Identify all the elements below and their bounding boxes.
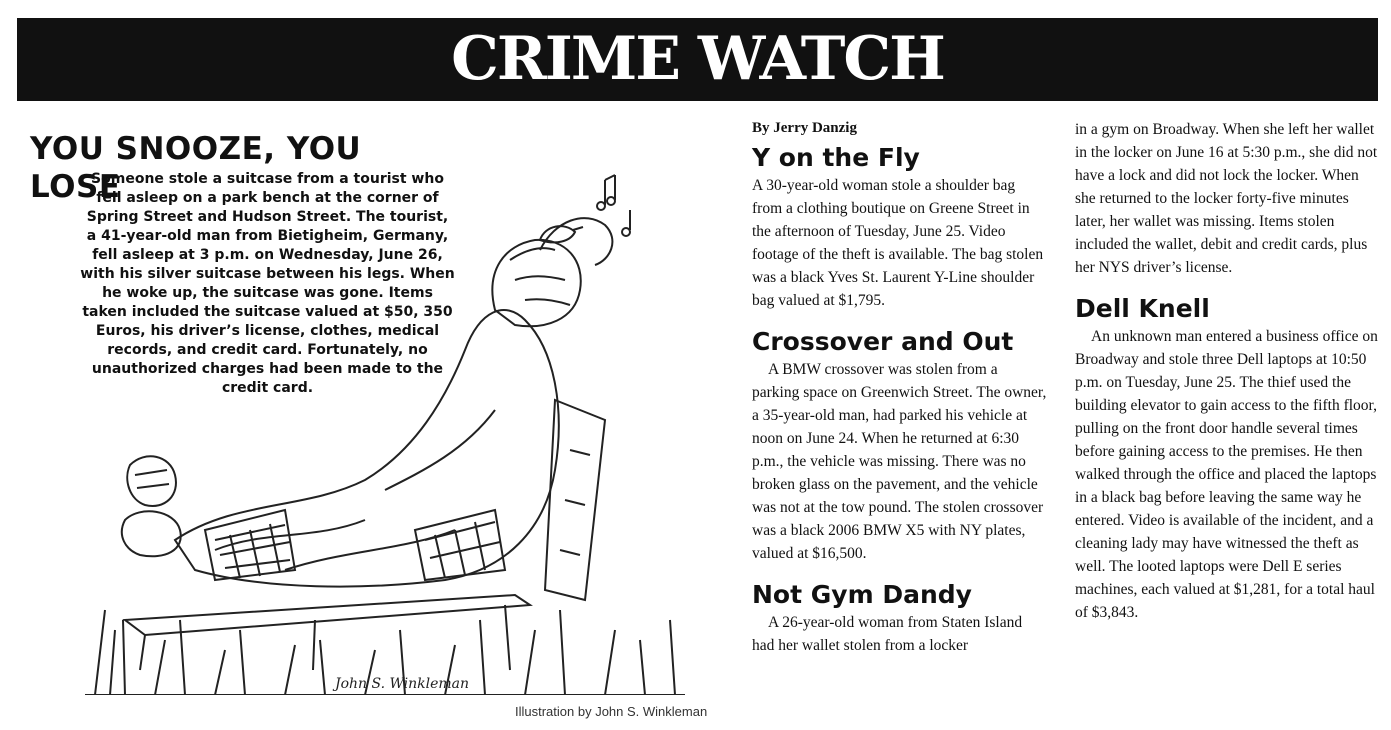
- byline: By Jerry Danzig: [752, 120, 857, 136]
- feature-headline: YOU SNOOZE, YOU LOSE: [30, 131, 362, 205]
- feature-story: [80, 170, 455, 398]
- story-headline: Y on the Fly: [752, 143, 920, 172]
- story-body: An unknown man entered a business office on Broadway and stole three Dell laptops at 10:50 p.m. on Tuesday, June 25. The thief used the building elevator to gain access to the fifth floor, pulling on the front door handle several times before gaining access to the premises. He then walked through the office and placed the laptops in a black bag before leaving the same way he entered. Video is available of the incident, and a cleaning lady may have witnessed the theft as well. The looted laptops were Dell E series machines, each valued at $1,281, for a total haul of $3,843.: [1075, 328, 1378, 621]
- story-column-left: [752, 142, 1047, 671]
- story-body: A 26-year-old woman from Staten Island had her wallet stolen from a locker: [752, 614, 1023, 654]
- story-column-right: [1075, 118, 1380, 638]
- story-body: A 30-year-old woman stole a shoulder bag from a clothing boutique on Greene Street in the afternoon of Tuesday, June 25. Video footage of the theft is available. The bag stolen was a black Yves St. Laurent Y-Line shoulder bag valued at $1,795.: [752, 177, 1044, 309]
- story-headline: Crossover and Out: [752, 327, 1014, 356]
- illustration-signature: John S. Winkleman: [335, 676, 470, 692]
- feature-body-text: Someone stole a suitcase from a tourist who fell asleep on a park bench at the corner of Spring Street and Hudson Street. The tourist, a 41-year-old man from Bietigheim, Germany, fell asleep at 3 p.m. on Wednesday, June 26, with his silver suitcase between his legs. When he woke up, the suitcase was gone. Items taken included the suitcase valued at $50, 350 Euros, his driver’s license, clothes, medical records, and credit card. Fortunately, no unauthorized charges had been made to the credit card.: [80, 171, 455, 396]
- illustration-credit: Illustration by John S. Winkleman: [515, 704, 708, 719]
- story-headline: Not Gym Dandy: [752, 580, 972, 609]
- story-body: A BMW crossover was stolen from a parking space on Greenwich Street. The owner, a 35-year-old man, had parked his vehicle at noon on June 24. When he returned at 6:30 p.m., the vehicle was missing. There was no broken glass on the pavement, and the vehicle was not at the tow pound. The stolen crossover was a black 2006 BMW X5 with NY plates, valued at $16,500.: [752, 361, 1047, 562]
- section-title: CRIME WATCH: [451, 24, 944, 94]
- masthead-banner: [17, 18, 1378, 101]
- story-body-continued: in a gym on Broadway. When she left her wallet in the locker on June 16 at 5:30 p.m., she did not have a lock and did not lock the locker. When she returned to the locker forty-five minutes later, her wallet was missing. Items stolen included the wallet, debit and credit cards, plus her NYS driver’s license.: [1075, 121, 1378, 276]
- story-headline: Dell Knell: [1075, 294, 1210, 323]
